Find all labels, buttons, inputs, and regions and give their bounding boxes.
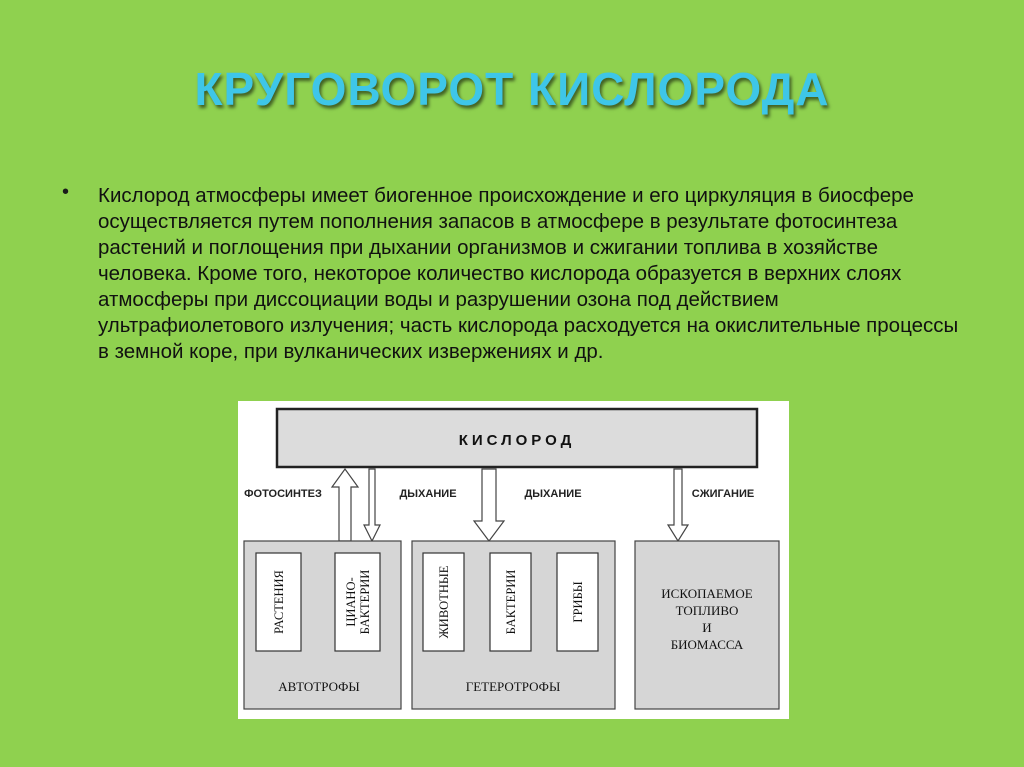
respiration-arrow-heterotrophs (474, 469, 504, 541)
photosynthesis-arrow (332, 469, 358, 541)
fossil-label-2: ТОПЛИВО (675, 603, 739, 618)
photosynthesis-label: ФОТОСИНТЕЗ (244, 488, 322, 500)
diagram-svg (238, 401, 789, 719)
bacteria-label: БАКТЕРИИ (504, 569, 518, 635)
bullet-dot: • (62, 181, 70, 203)
animals-label: ЖИВОТНЫЕ (437, 565, 451, 639)
combustion-arrow (668, 469, 688, 541)
respiration-arrow-autotrophs (364, 469, 380, 541)
fossil-label-4: БИОМАССА (670, 637, 744, 652)
respiration-label-1: ДЫХАНИЕ (399, 488, 457, 500)
fossil-label-1: ИСКОПАЕМОЕ (661, 586, 753, 601)
cyanobacteria-label-2: БАКТЕРИИ (358, 569, 372, 635)
heterotrophs-label: ГЕТЕРОТРОФЫ (465, 679, 561, 694)
autotrophs-label: АВТОТРОФЫ (278, 679, 360, 694)
oxygen-box-label: КИСЛОРОД (458, 432, 576, 449)
plants-label: РАСТЕНИЯ (272, 570, 286, 634)
oxygen-cycle-diagram (238, 401, 789, 719)
bullet-text: Кислород атмосферы имеет биогенное происхождение и его циркуляция в биосфере осуществляется путем пополнения запасов в атмосфере в результате фотосинтеза растений и поглощения при дыхании организмов и сжигании топлива в хозяйстве человека. Кроме того, некоторое количество кислорода образуется в верхних слоях атмосферы при диссоциации воды и разрушении озона под действием ультрафиолетового излучения; часть кислорода расходуется на окислительные процессы в земной коре, при вулканических извержениях и др. (98, 184, 959, 363)
fungi-label: ГРИБЫ (571, 581, 585, 623)
combustion-label: СЖИГАНИЕ (691, 488, 755, 500)
fossil-label-3: И (702, 620, 712, 635)
respiration-label-2: ДЫХАНИЕ (524, 488, 582, 500)
cyanobacteria-label-1: ЦИАНО- (344, 577, 358, 627)
slide-title: КРУГОВОРОТ КИСЛОРОДА (194, 63, 830, 115)
